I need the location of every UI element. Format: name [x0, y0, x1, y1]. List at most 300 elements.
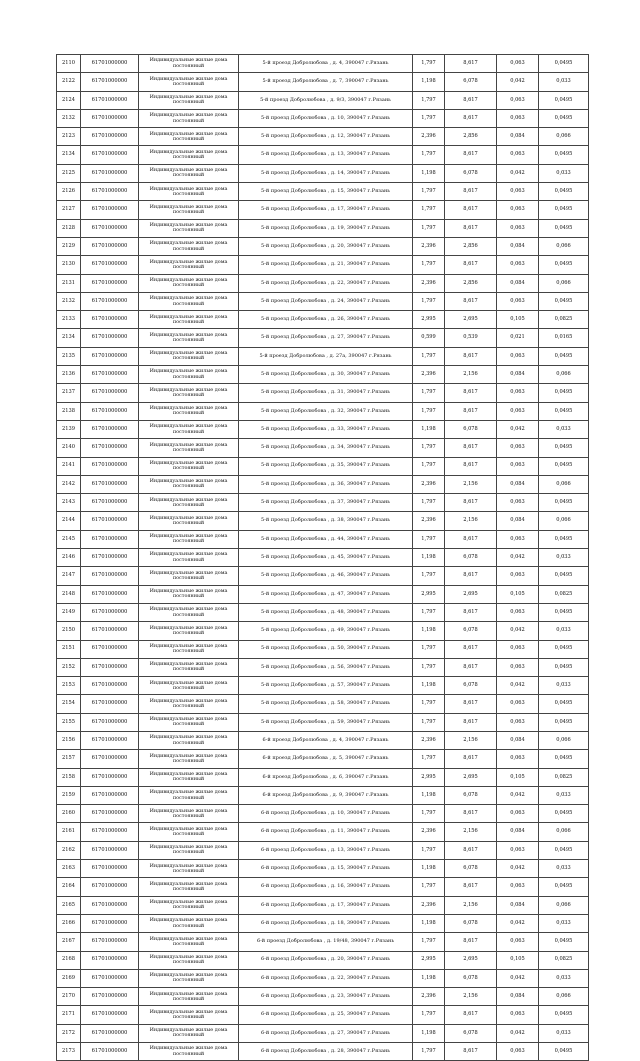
cell-value-2: 2,695 [445, 951, 497, 969]
cell-address: 5-й проезд Добролюбова , д. 17, 390047 г.Рязань [239, 201, 413, 219]
cell-oktmo-code: 61701000000 [81, 530, 139, 548]
cell-building-type: Индивидуальные жилые дома постоянный [139, 841, 239, 859]
cell-number: 2134 [57, 329, 81, 347]
cell-value-3: 0,063 [497, 494, 539, 512]
cell-value-1: 1,198 [413, 1024, 445, 1042]
table-row [57, 73, 589, 91]
cell-value-1: 2,995 [413, 585, 445, 603]
cell-value-4: 0,066 [539, 366, 589, 384]
data-table [56, 54, 589, 1061]
cell-address: 6-й проезд Добролюбова , д. 6, 390047 г.Рязань [239, 768, 413, 786]
cell-value-3: 0,042 [497, 677, 539, 695]
cell-value-3: 0,042 [497, 622, 539, 640]
cell-address: 6-й проезд Добролюбова , д. 20, 390047 г.Рязань [239, 951, 413, 969]
cell-value-1: 1,797 [413, 55, 445, 73]
cell-value-1: 1,797 [413, 603, 445, 621]
cell-number: 2143 [57, 494, 81, 512]
cell-oktmo-code: 61701000000 [81, 933, 139, 951]
cell-building-type: Индивидуальные жилые дома постоянный [139, 768, 239, 786]
cell-address: 5-й проезд Добролюбова , д. 7, 390047 г.Рязань [239, 73, 413, 91]
cell-value-3: 0,042 [497, 549, 539, 567]
cell-number: 2156 [57, 731, 81, 749]
cell-number: 2155 [57, 713, 81, 731]
cell-value-4: 0,033 [539, 73, 589, 91]
cell-building-type: Индивидуальные жилые дома постоянный [139, 750, 239, 768]
cell-value-4: 0,066 [539, 237, 589, 255]
cell-building-type: Индивидуальные жилые дома постоянный [139, 73, 239, 91]
cell-value-1: 1,797 [413, 750, 445, 768]
cell-address: 5-й проезд Добролюбова , д. 50, 390047 г.Рязань [239, 640, 413, 658]
cell-value-4: 0,0825 [539, 951, 589, 969]
cell-address: 5-й проезд Добролюбова , д. 49, 390047 г.Рязань [239, 622, 413, 640]
cell-number: 2163 [57, 860, 81, 878]
cell-value-3: 0,063 [497, 530, 539, 548]
cell-building-type: Индивидуальные жилые дома постоянный [139, 457, 239, 475]
cell-value-1: 1,797 [413, 878, 445, 896]
cell-address: 5-й проезд Добролюбова , д. 32, 390047 г.Рязань [239, 402, 413, 420]
cell-value-3: 0,063 [497, 439, 539, 457]
cell-value-2: 8,617 [445, 292, 497, 310]
cell-address: 5-й проезд Добролюбова , д. 57, 390047 г.Рязань [239, 677, 413, 695]
cell-address: 5-й проезд Добролюбова , д. 36, 390047 г.Рязань [239, 475, 413, 493]
cell-oktmo-code: 61701000000 [81, 860, 139, 878]
cell-oktmo-code: 61701000000 [81, 640, 139, 658]
cell-value-1: 1,198 [413, 786, 445, 804]
cell-value-3: 0,063 [497, 603, 539, 621]
cell-building-type: Индивидуальные жилые дома постоянный [139, 292, 239, 310]
cell-value-4: 0,033 [539, 914, 589, 932]
cell-value-4: 0,0825 [539, 768, 589, 786]
cell-address: 5-й проезд Добролюбова , д. 21, 390047 г.Рязань [239, 256, 413, 274]
table-row [57, 860, 589, 878]
cell-number: 2168 [57, 951, 81, 969]
cell-oktmo-code: 61701000000 [81, 73, 139, 91]
cell-value-3: 0,021 [497, 329, 539, 347]
table-row [57, 274, 589, 292]
cell-value-4: 0,0495 [539, 292, 589, 310]
cell-oktmo-code: 61701000000 [81, 384, 139, 402]
cell-number: 2140 [57, 439, 81, 457]
cell-value-1: 2,396 [413, 731, 445, 749]
cell-value-2: 2,156 [445, 475, 497, 493]
cell-address: 5-й проезд Добролюбова , д. 26, 390047 г.Рязань [239, 311, 413, 329]
cell-value-3: 0,063 [497, 878, 539, 896]
cell-value-4: 0,0495 [539, 713, 589, 731]
cell-address: 5-й проезд Добролюбова , д. 20, 390047 г.Рязань [239, 237, 413, 255]
cell-building-type: Индивидуальные жилые дома постоянный [139, 695, 239, 713]
cell-building-type: Индивидуальные жилые дома постоянный [139, 823, 239, 841]
cell-value-3: 0,063 [497, 146, 539, 164]
cell-value-2: 6,078 [445, 622, 497, 640]
cell-oktmo-code: 61701000000 [81, 219, 139, 237]
cell-number: 2110 [57, 55, 81, 73]
table-row [57, 731, 589, 749]
cell-value-1: 1,198 [413, 914, 445, 932]
cell-oktmo-code: 61701000000 [81, 201, 139, 219]
cell-oktmo-code: 61701000000 [81, 786, 139, 804]
cell-address: 5-й проезд Добролюбова , д. 48, 390047 г.Рязань [239, 603, 413, 621]
cell-building-type: Индивидуальные жилые дома постоянный [139, 311, 239, 329]
cell-number: 2159 [57, 786, 81, 804]
cell-building-type: Индивидуальные жилые дома постоянный [139, 713, 239, 731]
cell-address: 5-й проезд Добролюбова , д. 31, 390047 г.Рязань [239, 384, 413, 402]
cell-number: 2122 [57, 73, 81, 91]
cell-number: 2150 [57, 622, 81, 640]
cell-oktmo-code: 61701000000 [81, 695, 139, 713]
cell-number: 2147 [57, 567, 81, 585]
cell-value-2: 6,078 [445, 73, 497, 91]
cell-value-1: 1,797 [413, 457, 445, 475]
table-row [57, 603, 589, 621]
cell-value-3: 0,063 [497, 183, 539, 201]
cell-address: 6-й проезд Добролюбова , д. 9, 390047 г.Рязань [239, 786, 413, 804]
table-row [57, 549, 589, 567]
cell-value-3: 0,063 [497, 805, 539, 823]
cell-value-3: 0,084 [497, 475, 539, 493]
cell-number: 2131 [57, 274, 81, 292]
table-row [57, 256, 589, 274]
cell-building-type: Индивидуальные жилые дома постоянный [139, 420, 239, 438]
cell-address: 5-й проезд Добролюбова , д. 15, 390047 г.Рязань [239, 183, 413, 201]
table-row [57, 439, 589, 457]
cell-building-type: Индивидуальные жилые дома постоянный [139, 622, 239, 640]
cell-value-4: 0,0495 [539, 567, 589, 585]
cell-oktmo-code: 61701000000 [81, 366, 139, 384]
cell-value-3: 0,063 [497, 1006, 539, 1024]
cell-building-type: Индивидуальные жилые дома постоянный [139, 658, 239, 676]
cell-value-1: 2,995 [413, 311, 445, 329]
cell-value-4: 0,0495 [539, 384, 589, 402]
table-row [57, 622, 589, 640]
cell-value-2: 8,617 [445, 1006, 497, 1024]
cell-value-1: 1,797 [413, 1043, 445, 1061]
cell-oktmo-code: 61701000000 [81, 329, 139, 347]
cell-address: 6-й проезд Добролюбова , д. 19/48, 390047 г.Рязань [239, 933, 413, 951]
cell-building-type: Индивидуальные жилые дома постоянный [139, 933, 239, 951]
cell-value-4: 0,066 [539, 475, 589, 493]
cell-value-2: 8,617 [445, 567, 497, 585]
table-row [57, 750, 589, 768]
table-row [57, 55, 589, 73]
cell-value-2: 0,539 [445, 329, 497, 347]
cell-value-2: 8,617 [445, 841, 497, 859]
table-row [57, 658, 589, 676]
cell-address: 6-й проезд Добролюбова , д. 15, 390047 г.Рязань [239, 860, 413, 878]
cell-value-1: 1,797 [413, 292, 445, 310]
cell-building-type: Индивидуальные жилые дома постоянный [139, 1006, 239, 1024]
cell-address: 5-й проезд Добролюбова , д. 12, 390047 г.Рязань [239, 128, 413, 146]
cell-value-1: 1,797 [413, 347, 445, 365]
cell-address: 5-й проезд Добролюбова , д. 44, 390047 г.Рязань [239, 530, 413, 548]
cell-number: 2139 [57, 420, 81, 438]
cell-oktmo-code: 61701000000 [81, 164, 139, 182]
cell-address: 6-й проезд Добролюбова , д. 27, 390047 г.Рязань [239, 1024, 413, 1042]
cell-number: 2146 [57, 549, 81, 567]
cell-address: 5-й проезд Добролюбова , д. 34, 390047 г.Рязань [239, 439, 413, 457]
cell-address: 6-й проезд Добролюбова , д. 23, 390047 г.Рязань [239, 988, 413, 1006]
cell-address: 5-й проезд Добролюбова , д. 19, 390047 г.Рязань [239, 219, 413, 237]
cell-value-3: 0,042 [497, 786, 539, 804]
cell-address: 5-й проезд Добролюбова , д. 46, 390047 г.Рязань [239, 567, 413, 585]
cell-value-2: 8,617 [445, 640, 497, 658]
table-row [57, 164, 589, 182]
cell-oktmo-code: 61701000000 [81, 805, 139, 823]
cell-value-4: 0,033 [539, 677, 589, 695]
cell-value-3: 0,063 [497, 256, 539, 274]
cell-value-4: 0,066 [539, 274, 589, 292]
cell-value-3: 0,063 [497, 658, 539, 676]
cell-value-2: 8,617 [445, 603, 497, 621]
cell-oktmo-code: 61701000000 [81, 256, 139, 274]
cell-oktmo-code: 61701000000 [81, 896, 139, 914]
table-row [57, 1006, 589, 1024]
cell-value-4: 0,0495 [539, 805, 589, 823]
cell-value-1: 1,198 [413, 73, 445, 91]
table-row [57, 311, 589, 329]
table-row [57, 1024, 589, 1042]
cell-building-type: Индивидуальные жилые дома постоянный [139, 55, 239, 73]
table-row [57, 384, 589, 402]
cell-number: 2158 [57, 768, 81, 786]
cell-value-1: 1,797 [413, 933, 445, 951]
cell-value-3: 0,042 [497, 860, 539, 878]
cell-number: 2145 [57, 530, 81, 548]
table-row [57, 329, 589, 347]
cell-number: 2127 [57, 201, 81, 219]
cell-number: 2134 [57, 146, 81, 164]
cell-building-type: Индивидуальные жилые дома постоянный [139, 329, 239, 347]
cell-oktmo-code: 61701000000 [81, 237, 139, 255]
table-row [57, 494, 589, 512]
table-row [57, 201, 589, 219]
cell-number: 2164 [57, 878, 81, 896]
cell-value-1: 1,797 [413, 494, 445, 512]
table-row [57, 695, 589, 713]
cell-value-4: 0,0495 [539, 603, 589, 621]
cell-building-type: Индивидуальные жилые дома постоянный [139, 256, 239, 274]
cell-value-3: 0,063 [497, 841, 539, 859]
cell-value-2: 6,078 [445, 1024, 497, 1042]
table-row [57, 567, 589, 585]
cell-value-1: 2,396 [413, 512, 445, 530]
cell-address: 6-й проезд Добролюбова , д. 25, 390047 г.Рязань [239, 1006, 413, 1024]
cell-value-2: 8,617 [445, 878, 497, 896]
cell-value-2: 2,156 [445, 366, 497, 384]
cell-address: 6-й проезд Добролюбова , д. 5, 390047 г.Рязань [239, 750, 413, 768]
cell-value-4: 0,0495 [539, 347, 589, 365]
cell-value-1: 1,797 [413, 201, 445, 219]
cell-address: 5-й проезд Добролюбова , д. 30, 390047 г.Рязань [239, 366, 413, 384]
cell-value-1: 2,396 [413, 237, 445, 255]
cell-value-3: 0,042 [497, 969, 539, 987]
cell-value-2: 2,156 [445, 988, 497, 1006]
cell-building-type: Индивидуальные жилые дома постоянный [139, 603, 239, 621]
cell-address: 5-й проезд Добролюбова , д. 33, 390047 г.Рязань [239, 420, 413, 438]
cell-number: 2166 [57, 914, 81, 932]
cell-number: 2173 [57, 1043, 81, 1061]
cell-address: 5-й проезд Добролюбова , д. 27а, 390047 г.Рязань [239, 347, 413, 365]
cell-oktmo-code: 61701000000 [81, 1024, 139, 1042]
cell-building-type: Индивидуальные жилые дома постоянный [139, 366, 239, 384]
cell-value-2: 8,617 [445, 750, 497, 768]
cell-value-3: 0,063 [497, 55, 539, 73]
table-row [57, 109, 589, 127]
cell-value-4: 0,0495 [539, 457, 589, 475]
cell-address: 5-й проезд Добролюбова , д. 14, 390047 г.Рязань [239, 164, 413, 182]
cell-oktmo-code: 61701000000 [81, 988, 139, 1006]
cell-value-3: 0,042 [497, 420, 539, 438]
cell-address: 6-й проезд Добролюбова , д. 22, 390047 г.Рязань [239, 969, 413, 987]
cell-value-4: 0,0495 [539, 219, 589, 237]
cell-value-4: 0,0495 [539, 640, 589, 658]
table-row [57, 969, 589, 987]
cell-value-1: 1,797 [413, 219, 445, 237]
cell-value-3: 0,042 [497, 914, 539, 932]
cell-value-3: 0,063 [497, 201, 539, 219]
cell-value-1: 1,198 [413, 969, 445, 987]
cell-building-type: Индивидуальные жилые дома постоянный [139, 805, 239, 823]
cell-value-4: 0,0495 [539, 55, 589, 73]
table-row [57, 146, 589, 164]
cell-value-2: 2,856 [445, 237, 497, 255]
cell-value-3: 0,063 [497, 713, 539, 731]
cell-value-4: 0,033 [539, 786, 589, 804]
cell-value-2: 8,617 [445, 457, 497, 475]
cell-value-1: 1,797 [413, 109, 445, 127]
cell-number: 2161 [57, 823, 81, 841]
cell-number: 2126 [57, 183, 81, 201]
cell-value-2: 2,156 [445, 731, 497, 749]
cell-value-3: 0,084 [497, 896, 539, 914]
cell-value-4: 0,0495 [539, 256, 589, 274]
table-row [57, 805, 589, 823]
cell-number: 2124 [57, 91, 81, 109]
table-row [57, 347, 589, 365]
table-row [57, 237, 589, 255]
cell-address: 5-й проезд Добролюбова , д. 38, 390047 г.Рязань [239, 512, 413, 530]
cell-value-4: 0,0165 [539, 329, 589, 347]
cell-value-4: 0,0495 [539, 494, 589, 512]
cell-value-4: 0,0495 [539, 1043, 589, 1061]
cell-value-2: 8,617 [445, 494, 497, 512]
cell-number: 2160 [57, 805, 81, 823]
cell-value-2: 2,695 [445, 311, 497, 329]
cell-number: 2151 [57, 640, 81, 658]
cell-oktmo-code: 61701000000 [81, 475, 139, 493]
cell-building-type: Индивидуальные жилые дома постоянный [139, 402, 239, 420]
cell-address: 5-й проезд Добролюбова , д. 59, 390047 г.Рязань [239, 713, 413, 731]
cell-oktmo-code: 61701000000 [81, 512, 139, 530]
cell-address: 5-й проезд Добролюбова , д. 22, 390047 г.Рязань [239, 274, 413, 292]
cell-number: 2137 [57, 384, 81, 402]
cell-building-type: Индивидуальные жилые дома постоянный [139, 128, 239, 146]
cell-value-2: 2,695 [445, 768, 497, 786]
cell-value-1: 1,797 [413, 713, 445, 731]
cell-value-2: 8,617 [445, 183, 497, 201]
cell-value-3: 0,084 [497, 823, 539, 841]
cell-value-4: 0,0495 [539, 109, 589, 127]
cell-value-3: 0,105 [497, 951, 539, 969]
cell-value-2: 8,617 [445, 1043, 497, 1061]
cell-value-3: 0,105 [497, 311, 539, 329]
cell-value-2: 8,617 [445, 109, 497, 127]
cell-oktmo-code: 61701000000 [81, 567, 139, 585]
cell-value-2: 2,156 [445, 896, 497, 914]
cell-number: 2144 [57, 512, 81, 530]
cell-number: 2154 [57, 695, 81, 713]
cell-oktmo-code: 61701000000 [81, 183, 139, 201]
cell-address: 6-й проезд Добролюбова , д. 18, 390047 г.Рязань [239, 914, 413, 932]
cell-building-type: Индивидуальные жилые дома постоянный [139, 549, 239, 567]
cell-address: 6-й проезд Добролюбова , д. 28, 390047 г.Рязань [239, 1043, 413, 1061]
cell-building-type: Индивидуальные жилые дома постоянный [139, 530, 239, 548]
cell-value-2: 8,617 [445, 55, 497, 73]
cell-building-type: Индивидуальные жилые дома постоянный [139, 384, 239, 402]
cell-building-type: Индивидуальные жилые дома постоянный [139, 183, 239, 201]
cell-building-type: Индивидуальные жилые дома постоянный [139, 988, 239, 1006]
cell-number: 2149 [57, 603, 81, 621]
cell-value-2: 8,617 [445, 439, 497, 457]
cell-building-type: Индивидуальные жилые дома постоянный [139, 219, 239, 237]
cell-value-2: 6,078 [445, 420, 497, 438]
cell-building-type: Индивидуальные жилые дома постоянный [139, 1043, 239, 1061]
table-row [57, 585, 589, 603]
cell-oktmo-code: 61701000000 [81, 494, 139, 512]
cell-value-3: 0,084 [497, 512, 539, 530]
cell-value-1: 1,198 [413, 622, 445, 640]
cell-number: 2171 [57, 1006, 81, 1024]
cell-value-3: 0,063 [497, 109, 539, 127]
table-body [57, 55, 589, 1061]
cell-value-1: 2,396 [413, 823, 445, 841]
cell-value-2: 8,617 [445, 658, 497, 676]
cell-value-2: 8,617 [445, 713, 497, 731]
table-row [57, 914, 589, 932]
cell-building-type: Индивидуальные жилые дома постоянный [139, 201, 239, 219]
cell-value-1: 2,995 [413, 951, 445, 969]
cell-value-3: 0,063 [497, 292, 539, 310]
cell-address: 6-й проезд Добролюбова , д. 11, 390047 г.Рязань [239, 823, 413, 841]
table-row [57, 420, 589, 438]
cell-oktmo-code: 61701000000 [81, 841, 139, 859]
cell-oktmo-code: 61701000000 [81, 585, 139, 603]
cell-oktmo-code: 61701000000 [81, 109, 139, 127]
cell-number: 2125 [57, 164, 81, 182]
cell-value-2: 2,856 [445, 274, 497, 292]
cell-address: 6-й проезд Добролюбова , д. 16, 390047 г.Рязань [239, 878, 413, 896]
cell-number: 2133 [57, 311, 81, 329]
cell-building-type: Индивидуальные жилые дома постоянный [139, 439, 239, 457]
cell-value-3: 0,063 [497, 457, 539, 475]
cell-value-4: 0,033 [539, 420, 589, 438]
cell-number: 2128 [57, 219, 81, 237]
cell-value-1: 2,396 [413, 366, 445, 384]
cell-oktmo-code: 61701000000 [81, 1043, 139, 1061]
cell-building-type: Индивидуальные жилые дома постоянный [139, 677, 239, 695]
cell-value-1: 1,797 [413, 256, 445, 274]
cell-value-4: 0,0495 [539, 933, 589, 951]
cell-oktmo-code: 61701000000 [81, 603, 139, 621]
cell-value-3: 0,084 [497, 128, 539, 146]
cell-oktmo-code: 61701000000 [81, 677, 139, 695]
table-row [57, 219, 589, 237]
cell-value-2: 8,617 [445, 347, 497, 365]
cell-address: 5-й проезд Добролюбова , д. 47, 390047 г.Рязань [239, 585, 413, 603]
cell-value-2: 2,156 [445, 823, 497, 841]
cell-value-4: 0,066 [539, 128, 589, 146]
cell-value-2: 6,078 [445, 914, 497, 932]
cell-value-3: 0,063 [497, 933, 539, 951]
